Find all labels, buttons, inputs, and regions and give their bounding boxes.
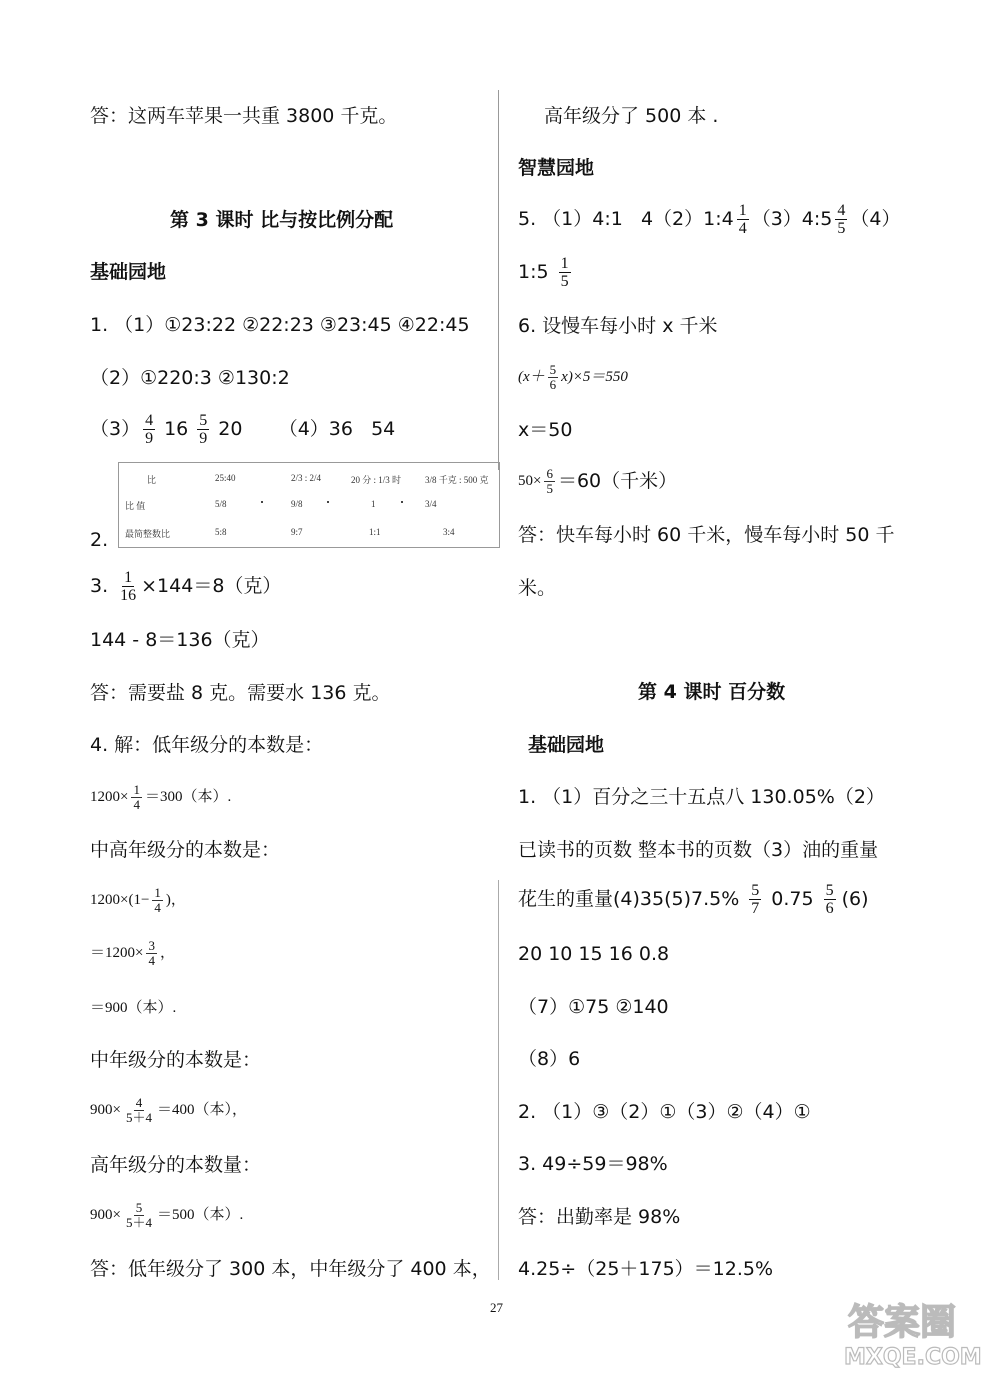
basic-section-title-2: 基础园地 — [528, 734, 605, 756]
calc-text: ＝1200× — [90, 945, 144, 961]
calc-text: 50× — [518, 473, 542, 489]
watermark-logo — [840, 1290, 990, 1370]
fraction: $\frac{5}{5+4}$ — [125, 1199, 152, 1230]
table-cell: 5/8 — [215, 499, 227, 509]
q1-part3 — [90, 407, 395, 451]
calc-text: x)×5＝550 — [561, 369, 628, 385]
table-cell: 20 分 : 1/3 时 — [351, 475, 402, 485]
fraction: $\frac{5}{7}$ — [751, 881, 760, 917]
calc-text: 900× — [90, 1102, 121, 1118]
basic-section-title: 基础园地 — [90, 261, 167, 283]
table-cell: 2/3 : 2/4 — [291, 473, 322, 483]
calc-text: )， — [165, 892, 186, 908]
calc-text: ＝300（本）. — [144, 789, 232, 805]
q3-suffix: ×144＝8（克） — [141, 575, 282, 597]
q5-text: 5. （1）4:1 4（2）1:4 — [518, 208, 734, 230]
q4-calc2 — [90, 878, 186, 922]
table-cell: 3/4 — [425, 499, 437, 509]
wisdom-section-title: 智慧园地 — [518, 157, 595, 179]
q6-equation — [518, 354, 628, 400]
q4-answer: 答：低年级分了 300 本，中年级分了 400 本， — [90, 1258, 491, 1280]
q3-line2: 144 - 8＝136（克） — [90, 629, 270, 651]
calc-text: ＝400（本）， — [156, 1102, 247, 1118]
calc-text: ＝500（本）. — [156, 1207, 244, 1223]
calc-text: (x＋ — [518, 369, 545, 385]
fraction: $\frac{4}{5+4}$ — [125, 1094, 152, 1125]
calc-text: 900× — [90, 1207, 121, 1223]
answer-apples: 答：这两车苹果一共重 3800 千克。 — [90, 105, 398, 127]
p2-line: 2. （1）③（2）①（3）②（4）① — [518, 1101, 811, 1123]
p1-text: 花生的重量(4)35(5)7.5% — [518, 888, 740, 910]
fraction: $\frac{5}{6}$ — [825, 881, 834, 917]
p1-line5: （7）①75 ②140 — [518, 996, 669, 1018]
q5-line2 — [518, 249, 574, 295]
p4-line: 4.25÷（25＋175）＝12.5% — [518, 1258, 774, 1280]
table-cell: 最简整数比 — [125, 529, 171, 539]
fraction: $\frac{1}{4}$ — [154, 884, 161, 915]
q5-text: 1:5 — [518, 261, 549, 283]
table-row — [119, 521, 499, 547]
fraction: $\frac{3}{4}$ — [148, 937, 155, 968]
q1-part3-prefix: （3） — [90, 418, 141, 440]
q6-x-value: x＝50 — [518, 419, 573, 441]
q4-calc3 — [90, 931, 175, 975]
fraction: $\frac{1}{5}$ — [560, 254, 569, 290]
table-cell: 9/8 — [291, 499, 303, 509]
q5-text: （3）4:5 — [751, 208, 833, 230]
fraction: $\frac{5}{6}$ — [549, 361, 557, 392]
q4-calc5 — [90, 1087, 247, 1133]
q4-high: 高年级分的本数量： — [90, 1154, 262, 1176]
q1-part3-mid: 16 — [164, 418, 189, 440]
table-cell: 1:1 — [369, 527, 381, 537]
ratio-table — [118, 462, 500, 548]
svg-text:答案圈: 答案圈 — [848, 1302, 957, 1343]
page-number: 27 — [490, 1300, 503, 1315]
p1-line2: 已读书的页数 整本书的页数（3）油的重量 — [518, 839, 879, 861]
p3-answer: 答：出勤率是 98% — [518, 1206, 681, 1228]
table-cell: 9:7 — [291, 527, 303, 537]
q6-intro: 6. 设慢车每小时 x 千米 — [518, 315, 718, 337]
calc-text: 1200×(1− — [90, 892, 150, 908]
fraction: $\frac{6}{5}$ — [546, 465, 553, 496]
q5-line1 — [518, 196, 900, 242]
q4-mid: 中年级分的本数是： — [90, 1049, 262, 1071]
table-cell: 25:40 — [215, 473, 236, 483]
q1-part1: 1. （1）①23:22 ②22:23 ③23:45 ④22:45 — [90, 314, 470, 336]
watermark-icon — [840, 1290, 990, 1370]
p3-line: 3. 49÷59＝98% — [518, 1153, 668, 1175]
q1-part3-suffix: 20 （4）36 54 — [218, 418, 396, 440]
q2-label: 2. — [90, 529, 109, 551]
q3-answer: 答：需要盐 8 克。需要水 136 克。 — [90, 682, 391, 704]
fraction: $\frac{1}{4}$ — [738, 201, 747, 237]
column-divider — [498, 880, 499, 1280]
column-divider — [498, 90, 499, 470]
table-dot — [261, 501, 263, 503]
p1-line3 — [518, 876, 869, 922]
fraction: $\frac{5}{9}$ — [199, 411, 208, 447]
table-cell: 比 值 — [125, 501, 146, 511]
q4-calc6 — [90, 1192, 243, 1238]
q1-part2: （2）①220:3 ②130:2 — [90, 367, 290, 389]
table-cell: 1 — [371, 499, 376, 509]
svg-text:MXQE.COM: MXQE.COM — [844, 1345, 982, 1370]
calc-text: ＝60（千米） — [557, 470, 678, 492]
fraction: $\frac{1}{16}$ — [120, 568, 137, 604]
fraction: $\frac{4}{9}$ — [145, 411, 154, 447]
p1-text: (6) — [841, 888, 869, 910]
calc-text: 1200× — [90, 789, 129, 805]
p1-line6: （8）6 — [518, 1048, 581, 1070]
q3-prefix: 3. — [90, 575, 109, 597]
p1-line4: 20 10 15 16 0.8 — [518, 943, 670, 965]
q4-calc4: ＝900（本）. — [90, 1000, 177, 1016]
q3-line1 — [90, 563, 281, 609]
q6-answer: 答：快车每小时 60 千米，慢车每小时 50 千 — [518, 524, 895, 546]
p1-text: 0.75 — [771, 888, 814, 910]
q4-answer-continued: 高年级分了 500 本 . — [544, 105, 719, 127]
q4-mid-high: 中高年级分的本数是： — [90, 839, 281, 861]
q4-calc1 — [90, 775, 231, 819]
table-cell: 3:4 — [443, 527, 455, 537]
q6-calc — [518, 458, 677, 504]
table-cell: 比 — [147, 475, 157, 485]
fraction: $\frac{1}{4}$ — [133, 781, 140, 812]
table-row — [119, 467, 499, 493]
table-dot — [327, 501, 329, 503]
fraction: $\frac{4}{5}$ — [837, 201, 846, 237]
p1-line1: 1. （1）百分之三十五点八 130.05%（2） — [518, 786, 885, 808]
q5-text: （4） — [850, 208, 901, 230]
q6-answer-continued: 米。 — [518, 577, 557, 599]
lesson3-title: 第 3 课时 比与按比例分配 — [170, 209, 394, 231]
calc-text: ， — [159, 945, 175, 961]
table-cell: 3/8 千克 : 500 克 — [425, 475, 489, 485]
table-row — [119, 493, 499, 519]
q4-intro: 4. 解：低年级分的本数是： — [90, 734, 324, 756]
table-cell: 5:8 — [215, 527, 227, 537]
lesson4-title: 第 4 课时 百分数 — [638, 681, 786, 703]
table-dot — [401, 501, 403, 503]
